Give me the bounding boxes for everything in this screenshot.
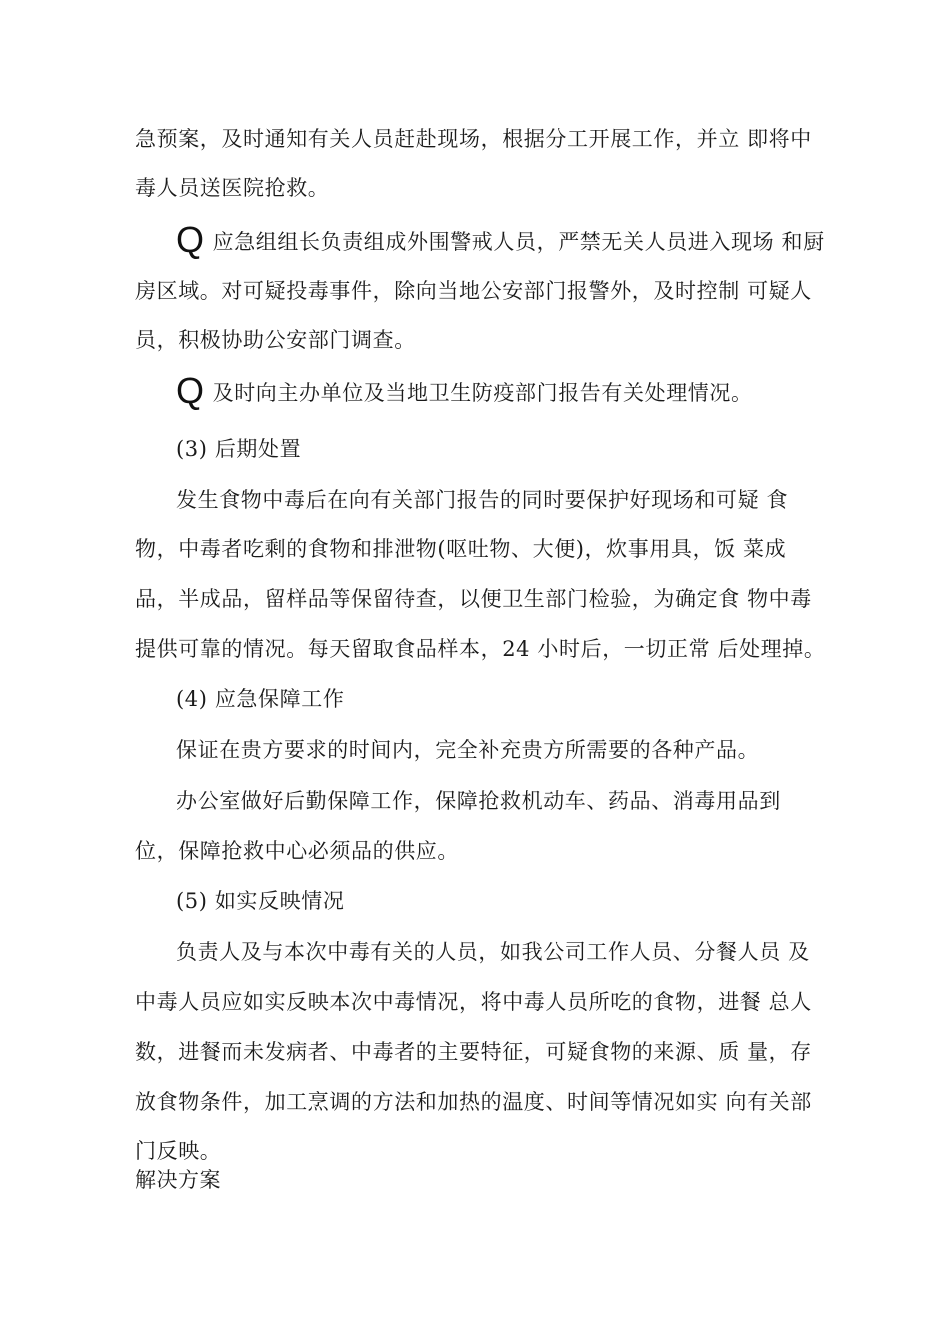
bullet-item: [176, 370, 826, 411]
bullet-text: 应急组组长负责组成外围警戒人员，严禁无关人员进入现场 和厨: [212, 230, 825, 254]
bullet-text: 及时向主办单位及当地卫生防疫部门报告有关处理情况。: [212, 381, 753, 405]
paragraph-line: 中毒人员应如实反映本次中毒情况，将中毒人员所吃的食物，进餐 总人: [135, 990, 812, 1014]
paragraph-line: 房区域。对可疑投毒事件，除向当地公安部门报警外，及时控制 可疑人: [135, 279, 812, 303]
bullet-item: [176, 219, 826, 260]
paragraph-line: 放食物条件，加工烹调的方法和加热的温度、时间等情况如实 向有关部: [135, 1090, 812, 1114]
paragraph-line: 毒人员送医院抢救。: [135, 176, 330, 200]
paragraph-line: 急预案，及时通知有关人员赶赴现场，根据分工开展工作，并立 即将中: [135, 127, 812, 151]
section-heading: (5) 如实反映情况: [176, 889, 345, 913]
bullet-q-icon: Q: [176, 219, 205, 260]
paragraph-line: 员，积极协助公安部门调查。: [135, 328, 416, 352]
bullet-q-icon: Q: [176, 370, 205, 411]
paragraph-line: 位，保障抢救中心必须品的供应。: [135, 839, 459, 863]
section-heading: (3) 后期处置: [176, 437, 302, 461]
paragraph-line: 发生食物中毒后在向有关部门报告的同时要保护好现场和可疑 食: [176, 488, 789, 512]
paragraph-line: 数，进餐而未发病者、中毒者的主要特征，可疑食物的来源、质 量，存: [135, 1040, 812, 1064]
closing-label: 解决方案: [135, 1168, 221, 1192]
paragraph-line: 负责人及与本次中毒有关的人员，如我公司工作人员、分餐人员 及: [176, 940, 810, 964]
paragraph-line: 办公室做好后勤保障工作，保障抢救机动车、药品、消毒用品到: [176, 789, 781, 813]
section-heading: (4) 应急保障工作: [176, 687, 345, 711]
paragraph-line: 保证在贵方要求的时间内，完全补充贵方所需要的各种产品。: [176, 738, 760, 762]
paragraph-line: 提供可靠的情况。每天留取食品样本，24 小时后，一切正常 后处理掉。: [135, 637, 826, 661]
paragraph-line: 门反映。: [135, 1139, 222, 1163]
paragraph-line: 物，中毒者吃剩的食物和排泄物(呕吐物、大便)，炊事用具，饭 菜成: [135, 537, 787, 561]
paragraph-line: 品，半成品，留样品等保留待查，以便卫生部门检验，为确定食 物中毒: [135, 587, 812, 611]
